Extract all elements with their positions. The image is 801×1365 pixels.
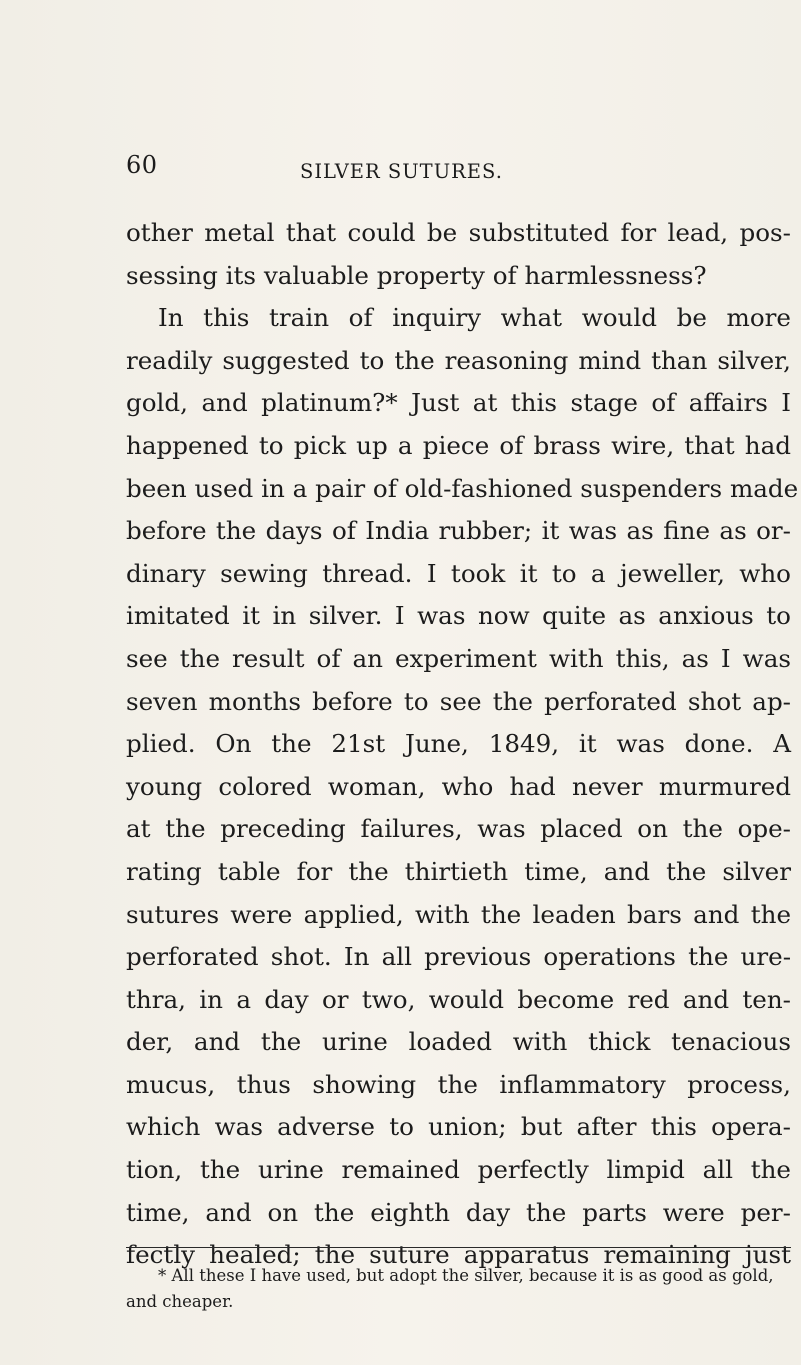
body-line: rating table for the thirtieth time, and the silver	[126, 856, 791, 886]
body-line: fectly healed; the suture apparatus remaining just	[126, 1240, 791, 1270]
body-line: young colored woman, who had never murmured	[126, 771, 791, 801]
body-line: der, and the urine loaded with thick tenacious	[126, 1027, 791, 1057]
body-line: thra, in a day or two, would become red and ten-	[126, 984, 791, 1014]
body-line: gold, and platinum?* Just at this stage of affairs I	[126, 388, 791, 418]
body-line: sessing its valuable property of harmlessness?	[126, 260, 707, 290]
body-line: In this train of inquiry what would be more	[158, 303, 791, 333]
footnote-line: and cheaper.	[126, 1292, 234, 1311]
footnote-divider	[126, 1247, 791, 1248]
body-line: time, and on the eighth day the parts were per-	[126, 1197, 791, 1227]
body-line: which was adverse to union; but after this opera-	[126, 1112, 791, 1142]
body-line: other metal that could be substituted for lead, pos-	[126, 218, 791, 247]
footnote	[126, 1263, 791, 1315]
page-number: 60	[126, 151, 158, 179]
body-line: readily suggested to the reasoning mind than silver,	[126, 345, 791, 375]
body-text	[126, 212, 799, 1277]
running-head: SILVER SUTURES.	[300, 160, 503, 183]
body-line: seven months before to see the perforated shot ap-	[126, 686, 791, 716]
body-line: been used in a pair of old-fashioned suspenders made	[126, 473, 799, 503]
footnote-line: * All these I have used, but adopt the silver, because it is as good as gold,	[158, 1266, 774, 1285]
body-line: dinary sewing thread. I took it to a jeweller, who	[126, 558, 791, 588]
body-line: imitated it in silver. I was now quite as anxious to	[126, 601, 791, 631]
body-line: plied. On the 21st June, 1849, it was done. A	[126, 729, 791, 759]
body-line: happened to pick up a piece of brass wire, that had	[126, 430, 791, 460]
body-line: see the result of an experiment with this, as I was	[126, 643, 791, 673]
body-line: tion, the urine remained perfectly limpid all the	[126, 1155, 791, 1185]
body-line: before the days of India rubber; it was as fine as or-	[126, 516, 791, 546]
body-line: at the preceding failures, was placed on the ope-	[126, 814, 791, 844]
body-line: perforated shot. In all previous operations the ure-	[126, 942, 791, 972]
body-line: mucus, thus showing the inflammatory process,	[126, 1069, 791, 1099]
body-line: sutures were applied, with the leaden bars and the	[126, 899, 791, 929]
